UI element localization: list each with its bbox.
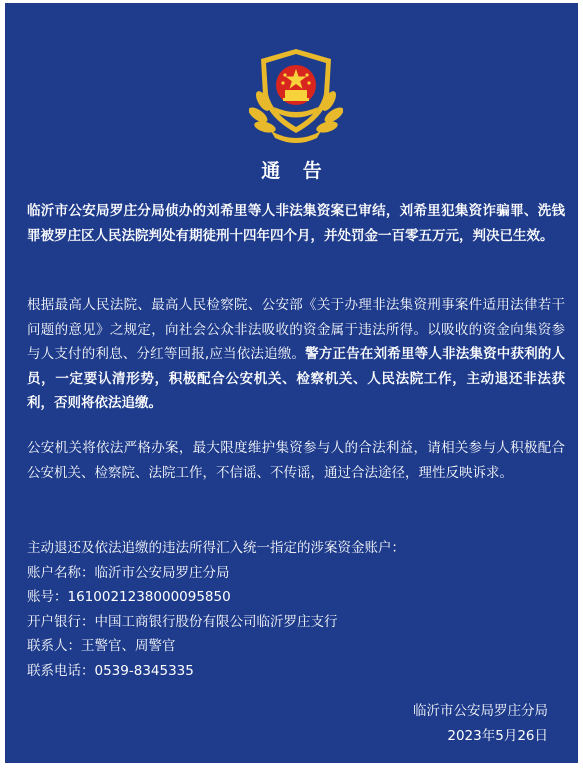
legal-basis-text: 根据最高人民法院、最高人民检察院、公安部《关于办理非法集资刑事案件适用法律若干问题的意见》之规定，向社会公众非法吸收的资金属于违法所得。以吸收的资金向集资参与人支付的利息、分红等回报,应当依法追缴。 bbox=[27, 297, 565, 362]
bank-name: 开户银行：中国工商银行股份有限公司临沂罗庄支行 bbox=[27, 613, 338, 630]
issue-date: 2023年5月26日 bbox=[447, 728, 548, 744]
account-info bbox=[27, 536, 567, 683]
legal-basis-paragraph bbox=[27, 293, 565, 416]
issuer: 临沂市公安局罗庄分局 bbox=[413, 703, 548, 719]
notice-title: 通 告 bbox=[261, 160, 330, 182]
account-intro: 主动退还及依法追缴的违法所得汇入统一指定的涉案资金账户： bbox=[27, 540, 405, 556]
cooperation-paragraph: 公安机关将依法严格办案，最大限度维护集资参与人的合法利益，请相关参与人积极配合公安机关、检察院、法院工作，不信谣、不传谣，通过合法途径，理性反映诉求。 bbox=[27, 440, 565, 481]
contact-person: 联系人：王警官、周警官 bbox=[27, 638, 176, 654]
police-warning-text: 警方正告在刘希里等人非法集资中获利的人员，一定要认清形势，积极配合公安机关、检察机关、人民法院工作，主动退还非法获利，否则将依法追缴。 bbox=[27, 346, 565, 411]
police-emblem-icon bbox=[249, 45, 343, 145]
signature-block bbox=[413, 699, 548, 749]
contact-phone: 联系电话：0539-8345335 bbox=[27, 662, 194, 679]
case-summary-paragraph: 临沂市公安局罗庄分局侦办的刘希里等人非法集资案已审结，刘希里犯集资诈骗罪、洗钱罪被罗庄区人民法院判处有期徒刑十四年四个月，并处罚金一百零五万元，判决已生效。 bbox=[27, 203, 565, 244]
account-number: 账号：1610021238000095850 bbox=[27, 589, 231, 605]
account-name: 账户名称：临沂市公安局罗庄分局 bbox=[27, 564, 230, 581]
